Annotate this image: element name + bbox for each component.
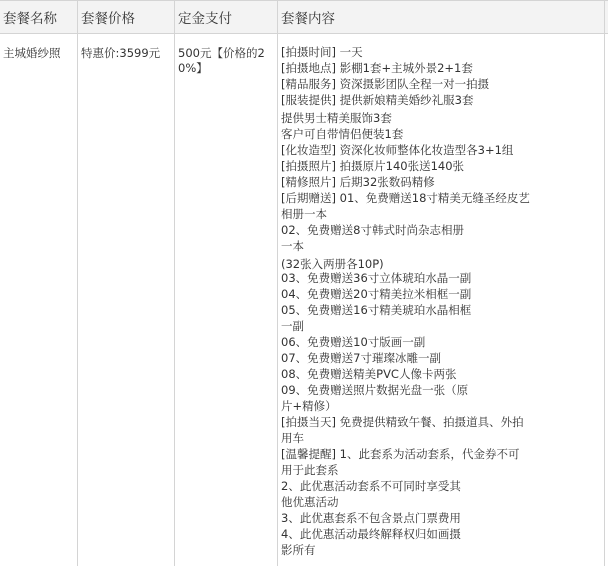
package-name-cell: 主城婚纱照 bbox=[3, 46, 61, 60]
content-line: 客户可自带情侣便装1套 bbox=[281, 127, 404, 141]
content-line: [拍摄当天] 免费提供精致午餐、拍摄道具、外拍 bbox=[281, 415, 524, 429]
table-top-border bbox=[0, 0, 608, 1]
content-line: 09、免费赠送照片数据光盘一张（原 bbox=[281, 383, 469, 397]
content-line: 06、免费赠送10寸版画一副 bbox=[281, 335, 426, 349]
content-line: 2、此优惠活动套系不可同时享受其 bbox=[281, 479, 461, 493]
content-line: 他优惠活动 bbox=[281, 495, 339, 509]
content-line: [精品服务] 资深摄影团队全程一对一拍摄 bbox=[281, 77, 490, 91]
content-line: [温馨提醒] 1、此套系为活动套系，代金券不可 bbox=[281, 447, 520, 461]
content-line: 用于此套系 bbox=[281, 463, 339, 477]
content-line: 07、免费赠送7寸璀璨冰雕一副 bbox=[281, 351, 441, 365]
content-line: [拍摄地点] 影棚1套+主城外景2+1套 bbox=[281, 61, 473, 75]
content-line: [拍摄时间] 一天 bbox=[281, 45, 363, 59]
header-package-name: 套餐名称 bbox=[3, 11, 57, 27]
content-line: 用车 bbox=[281, 431, 304, 445]
content-line: 3、此优惠套系不包含景点门票费用 bbox=[281, 511, 461, 525]
content-line: (32张入两册各10P) bbox=[281, 257, 384, 271]
deposit-cell: 500元【价格的20%】 bbox=[178, 46, 265, 75]
column-divider-2 bbox=[174, 0, 175, 566]
header-package-content: 套餐内容 bbox=[281, 11, 335, 27]
column-divider-3 bbox=[277, 0, 278, 566]
header-package-price: 套餐价格 bbox=[81, 11, 135, 27]
content-line: 一副 bbox=[281, 319, 304, 333]
header-divider bbox=[0, 33, 608, 34]
content-line: [服装提供] 提供新娘精美婚纱礼服3套 bbox=[281, 93, 474, 107]
header-deposit: 定金支付 bbox=[178, 11, 232, 27]
content-line: 片+精修） bbox=[281, 399, 337, 413]
content-line: 02、免费赠送8寸韩式时尚杂志相册 bbox=[281, 223, 464, 237]
content-line: [拍摄照片] 拍摄原片140张送140张 bbox=[281, 159, 465, 173]
column-divider-1 bbox=[77, 0, 78, 566]
content-line: 04、免费赠送20寸精美拉米相框一副 bbox=[281, 287, 472, 301]
package-price-cell: 特惠价:3599元 bbox=[81, 46, 161, 60]
content-line: 提供男士精美服饰3套 bbox=[281, 111, 392, 125]
content-line: 4、此优惠活动最终解释权归如画摄 bbox=[281, 527, 461, 541]
content-line: 一本 bbox=[281, 239, 304, 253]
content-line: 08、免费赠送精美PVC人像卡两张 bbox=[281, 367, 457, 381]
content-line: [化妆造型] 资深化妆师整体化妆造型各3+1组 bbox=[281, 143, 514, 157]
content-line: 03、免费赠送36寸立体琥珀水晶一副 bbox=[281, 271, 472, 285]
content-line: [后期赠送] 01、免费赠送18寸精美无缝圣经皮艺 bbox=[281, 191, 530, 205]
content-line: [精修照片] 后期32张数码精修 bbox=[281, 175, 435, 189]
table-right-border bbox=[604, 0, 605, 566]
content-line: 相册一本 bbox=[281, 207, 327, 221]
content-line: 05、免费赠送16寸精美琥珀水晶相框 bbox=[281, 303, 472, 317]
content-line: 影所有 bbox=[281, 543, 316, 557]
